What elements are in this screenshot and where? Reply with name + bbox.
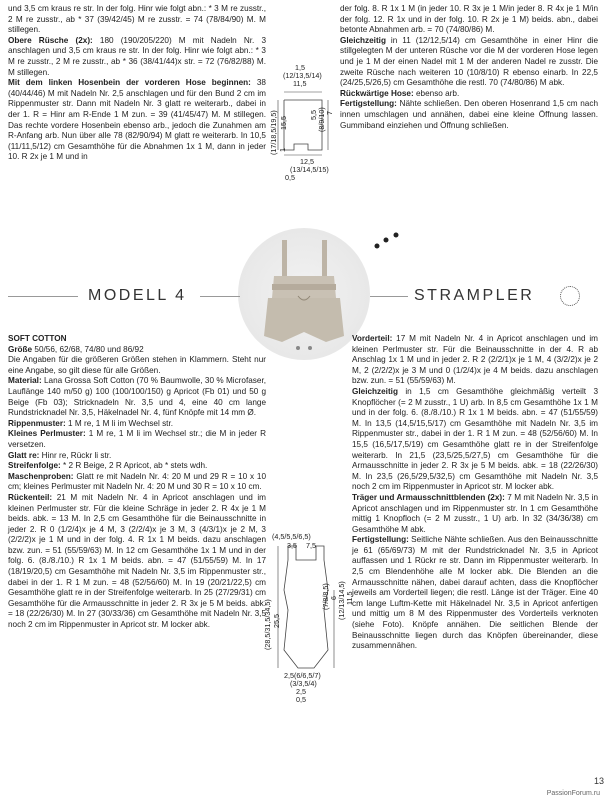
- text-column-top-right: [340, 4, 598, 131]
- paragraph-text: ebenso arb.: [413, 88, 460, 98]
- paragraph-heading: Glatt re:: [8, 450, 40, 460]
- schema-bottom-a: (4,5/5,5/6,5): [272, 532, 311, 541]
- schema-top-r3: 7: [325, 111, 334, 115]
- schema-top-l2: 15,5: [279, 116, 288, 130]
- paragraph-heading: Träger und Armausschnittblenden (2x):: [352, 492, 505, 502]
- paragraph-heading: Fertigstellung:: [340, 99, 397, 109]
- schema-top-l3: 1: [278, 148, 287, 152]
- paragraph-text: 38 (40/44/46) M mit Nadeln Nr. 2,5 anschlagen und für den Bund 2 cm im Rippenmuster str. Dann mit Nadeln Nr. 3 glatt re weiterarb., dabei in der 1. R = Hinr am R-Ende 1 M zun. = 39 (41/45/47) M. M stillegen. Das rechte vordere Hosenbein ebenso arb., jedoch die Zunahmen am R-Anfang arb. Nun über alle 78 (82/90/94) M glatt re weiterarb. In 10,5 (11/11,5/12) cm Gesamthöhe für die Abnahmen 1x 1 M, dann in jeder 10. R 2x je 1 M und in: [8, 78, 266, 162]
- divider-left: [8, 296, 78, 297]
- page-number: 13: [593, 776, 604, 786]
- schema-bottom-g: 0,5: [296, 695, 306, 704]
- schema-bottom-f: 2,5: [296, 687, 306, 696]
- paragraph-text: 21 M mit Nadeln Nr. 4 in Apricot anschlagen und im kleinen Perlmuster str. Für die kleine Schräge in jeder 2. R 4x je 1 M beids. abk. = 13 M. In 2,5 cm Gesamthöhe für die Beinausschnitte in jeder 2. R 0 (1/2/4)x je 4 M, 3 (2/2/4)x je 3 M, 3 (4/3/1)x je 2 M, 3 (2/2/2)x je 1 M und in der folg. 4. R 1x 1 M beids. dazu anschlagen bzw. zun. = 51 (55/59/63) M. In 12 cm Gesamthöhe 1x 1 M und in der folg. 6. (8./8./10.) R 1x 1 M beids. abn. = 47 (51/55/59) M. In 17 (18/19/20,5) cm Gesamthöhe mit Nadeln Nr. 3,5 im Rippenmuster str., dabei in der 1. R 1 M zun. = 48 (52/56/60) M. In 19 (20/21/22,5) cm Gesamthöhe glatt re in der Streifenfolge weiterarb. In 25 (27/29/31) cm Gesamthöhe für die Armausschnitte in jeder 2. R 3x je 5 M beids. abk. = 18 (22/26/30) M. In 27 (30/33/36) cm Gesamthöhe mit Nadeln Nr. 3,5 noch 2 cm im Rippenmuster in Apricot str. M locker abk.: [8, 492, 266, 630]
- paragraph-heading: Rippenmuster:: [8, 418, 66, 428]
- paragraph-heading: Material:: [8, 376, 42, 386]
- section-title: STRAMPLER: [414, 287, 535, 304]
- paragraph: [8, 429, 266, 450]
- paragraph: [8, 451, 266, 462]
- paragraph-text: 1 M re, 1 M li im Wechsel str.: [65, 418, 173, 428]
- divider-right-mid: [370, 296, 408, 297]
- paragraph-text: Hinr re, Rückr li str.: [39, 450, 112, 460]
- paragraph-heading: Fertigstellung:: [352, 535, 409, 545]
- schema-top-e: (13/14,5/15): [290, 165, 329, 174]
- paragraph: [8, 334, 266, 345]
- paragraph-text: in 11 (12/12,5/14) cm Gesamthöhe in einer Hinr die stillgelegten M der unteren Rüsche vor die M der vorderen Hose legen und je 1 M der einen Nadel mit 1 M der anderen Nadel re zusstr. Die zweite Rüsche nach weiteren 10 (10/8/10) R ebenso einarb. In 22,5 (24/25,5/26,5) cm Gesamthöhe die restl. 70 (74/80/86) M abk.: [340, 35, 598, 88]
- paragraph-text: und 3,5 cm kraus re str. In der folg. Hinr wie folgt abn.: * 3 M re zusstr., 2 M re zusstr., ab * 37 (39/42/45) M re zusstr. = 74 (78/84/90) M. M stillegen.: [8, 4, 266, 35]
- button-decor-icon: [560, 286, 580, 306]
- paragraph-text: * 2 R Beige, 2 R Apricot, ab * stets wdh.: [60, 461, 208, 471]
- schema-bottom-r2: 6: [329, 596, 338, 600]
- model-title: MODELL 4: [88, 287, 187, 304]
- footer-watermark: PassionForum.ru: [546, 790, 600, 797]
- schema-top-r2: (8/9/10): [317, 107, 326, 132]
- paragraph-text: Lana Grossa Soft Cotton (70 % Baumwolle, 30 % Microfaser, Lauflänge 140 m/50 g) 100 (100/100/150) g Apricot (Fb 01) und 50 g Beige (Fb 03); Stricknadeln Nr. 3,5 und 4, eine 40 cm lange Rundstricknadel Nr. 3,5, Häkelnadel Nr. 4, fünf Knöpfe mit 14 mm Ø.: [8, 376, 266, 418]
- schema-top-a: 1,5: [295, 63, 305, 72]
- paragraph-heading: Mit dem linken Hosenbein der vorderen Hose beginnen:: [8, 78, 251, 88]
- paragraph: [340, 99, 598, 131]
- paragraph-text: Seitliche Nähte schließen. Aus den Beinausschnitte je 61 (65/69/73) M mit der Rundstricknadel Nr. 3,5 in Apricot auffassen und 1 Rückr re str. Dann im Rippenmuster weiterarb. In 2,5 cm Blendenhöhe alle M locker abk. Die Blenden an die Armausschnitte nähen, dabei darauf achten, dass die Knopflöcher jeweils am Vorderteil liegen; die restl. Länge ist der Träger. Eine 40 cm lange Luftm-Kette mit Häkelnadel Nr. 3,5 in Apricot anfertigen und mittig um 8 M des Rippenmuster des Vorderteils verknoten (siehe Foto). Knöpfe annähen. Die seitlichen Blende der Beinausschnitte liegen durch das Knöpfen übereinander, diese zusammennähen.: [352, 535, 598, 651]
- schema-bottom-e: (3/3,5/4): [290, 679, 317, 688]
- paragraph: [8, 419, 266, 430]
- schema-top-l1: (17/18,5/19,5): [269, 110, 278, 155]
- paragraph-text: 180 (190/205/220) M mit Nadeln Nr. 3 anschlagen und 3,5 cm kraus re str. In der folg. Hinr wie folgt abn.: * 3 M re zusstr., 2 M re zusstr., ab * 36 (38/41/44)x str. = 72 (76/82/88) M. M stillegen.: [8, 35, 266, 77]
- paragraph-text: der folg. 8. R 1x 1 M (in jeder 10. R 3x je 1 M/in jeder 8. R 4x je 1 M/in der folg. 12. R 1x und in der folg. 10. R 2x je 1 M) beids. abn., dabei betonte Abnahmen arb. = 70 (74/80/86) M.: [340, 4, 598, 35]
- text-column-bottom-right: [352, 334, 598, 652]
- paragraph-text: Glatt re mit Nadeln Nr. 4: 20 M und 29 R = 10 x 10 cm; kleines Perlmuster mit Nadeln Nr. 4: 20 M und 30 R = 10 x 10 cm.: [8, 471, 266, 492]
- decor-dots: [372, 232, 402, 257]
- schematic-romper-drawing: [268, 540, 344, 680]
- paragraph-heading: Obere Rüsche (2x):: [8, 35, 93, 45]
- paragraph-text: 50/56, 62/68, 74/80 und 86/92: [32, 344, 144, 354]
- paragraph-heading: Streifenfolge:: [8, 461, 61, 471]
- text-column-top-left: [8, 4, 266, 163]
- paragraph-heading: Rückwärtige Hose:: [340, 88, 414, 98]
- schema-bottom-b: 3,5: [287, 541, 297, 550]
- paragraph: [8, 36, 266, 78]
- paragraph: [340, 36, 598, 89]
- paragraph-heading: Größe: [8, 344, 33, 354]
- schema-top-b: (12/13,5/14): [283, 71, 322, 80]
- paragraph-heading: Gleichzeitig: [352, 386, 398, 396]
- paragraph-heading: Maschenproben:: [8, 471, 74, 481]
- paragraph: [352, 387, 598, 493]
- paragraph-heading: Rückenteil:: [8, 492, 53, 502]
- paragraph: [8, 376, 266, 418]
- schema-bottom-l2: 25,5: [272, 614, 281, 628]
- paragraph: [8, 78, 266, 163]
- schema-top-f: 0,5: [285, 173, 295, 182]
- schema-bottom-c: 7,5: [306, 541, 316, 550]
- paragraph: [8, 355, 266, 376]
- paragraph: [8, 472, 266, 493]
- paragraph-text: Nähte schließen. Den oberen Hosenrand 1,5 cm nach innen umschlagen und annähen, dabei eine kleine Öffnung lassen. Gummiband einziehen und Öffnung schließen.: [340, 99, 598, 130]
- schema-bottom-r4: 11,5: [345, 591, 354, 605]
- paragraph-heading: Gleichzeitig: [340, 35, 386, 45]
- schema-top-r1: 5,5: [309, 110, 318, 120]
- text-column-bottom-left: [8, 334, 266, 631]
- paragraph: [352, 493, 598, 535]
- paragraph: [352, 334, 598, 387]
- paragraph-text: Die Angaben für die größeren Größen stehen in Klammern. Steht nur eine Angabe, so gilt diese für alle Größen.: [8, 355, 266, 375]
- schema-bottom-l1: (28,5/31,5/34,5): [263, 599, 272, 650]
- paragraph-heading: SOFT COTTON: [8, 334, 67, 343]
- schema-bottom-r1: (7/8/8,5): [321, 583, 330, 610]
- paragraph: [8, 4, 266, 36]
- schema-bottom-r3: (12/13/14,5): [337, 581, 346, 620]
- paragraph: [8, 461, 266, 472]
- schema-top-c: 11,5: [293, 79, 307, 88]
- paragraph-text: 17 M mit Nadeln Nr. 4 in Apricot anschlagen und im kleinen Perlmuster str. Für die Beinausschnitte in der 4. R ab Anschlag 1x 1 M und in jeder 2. R 2 (2/2/1)x je 1 M, 4 (3/2/2)x je 2 M, 2 (2/2/2)x je 3 M und 0 (1/2/4)x je 4 M beids. dazu anschlagen bzw. zun. = 51 (55/59/63) M.: [352, 334, 598, 386]
- divider-left-mid: [200, 296, 240, 297]
- paragraph-text: 1 M re, 1 M li im Wechsel str.; die M in jeder R versetzen.: [8, 429, 266, 449]
- schema-bottom-d: 2,5(6/6,5/7): [284, 671, 321, 680]
- schema-top-d: 12,5: [300, 157, 314, 166]
- paragraph: [8, 493, 266, 631]
- paragraph: [340, 4, 598, 36]
- paragraph-heading: Vorderteil:: [352, 334, 393, 343]
- paragraph-text: 7 M mit Nadeln Nr. 3,5 in Apricot anschlagen und im Rippenmuster str. In 1 cm Gesamthöhe mittig 1 Knopfloch (= 2 M zusstr., 1 U) arb. In 32 (34/36/38) cm Gesamthöhe M abk.: [352, 492, 598, 534]
- paragraph: [352, 535, 598, 652]
- paragraph-heading: Kleines Perlmuster:: [8, 429, 86, 439]
- paragraph: [340, 89, 598, 100]
- paragraph: [8, 345, 266, 356]
- paragraph-text: in 1,5 cm Gesamthöhe gleichmäßig verteilt 3 Knopflöcher (= 2 M zusstr., 1 U) arb. In 8,5 cm Gesamthöhe 1x 1 M und in der folg. 6. (8./8./10.) R 1x 1 M beids. abn. = 47 (51/55/59) M. In 13,5 (14,5/15,5/17) cm Gesamthöhe mit Nadeln Nr. 3,5 im Rippenmuster str., dabei in der 1. R 1 M zun. = 48 (52/56/60) M. In 15,5 (16,5/17,5/19) cm Gesamthöhe glatt re in der Streifenfolge weiterarb. In 21,5 (23,5/25,5/27,5) cm Gesamthöhe für die Armausschnitte in jeder 2. R 3x je 5 M beids. abk. = 18 (22/26/30) M. In 23,5 (26,5/29,5/32,5) cm Gesamthöhe mit Nadeln Nr. 3,5 noch 2 cm im Rippenmuster in Apricot str. M locker abk.: [352, 386, 598, 492]
